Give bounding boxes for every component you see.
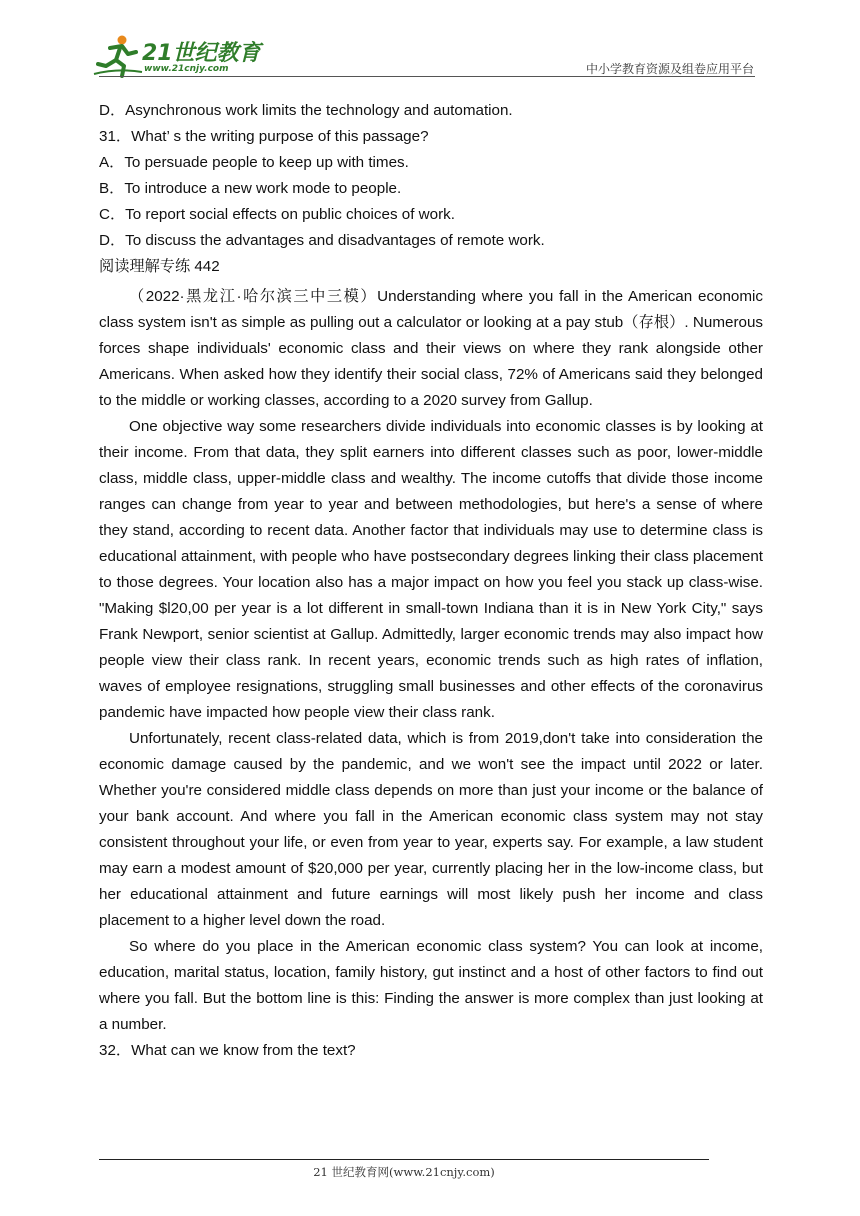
site-logo[interactable] — [92, 34, 262, 80]
q30-option-d: D．Asynchronous work limits the technology and automation. — [99, 102, 513, 119]
q32-question: 32．What can we know from the text? — [99, 1042, 356, 1059]
passage-paragraph-1: （2022·黑龙江·哈尔滨三中三模）Understanding where you fall in the American economic class system isn't as simple as pulling out a calculator or looking at a pay stub（存根）. Numerous forces shape individuals' economic class and their views on where they rank alongside other Americans. When asked how they identify their social class, 72% of Americans said they belonged to the middle or working classes, according to a 2020 survey from Gallup. — [99, 288, 763, 409]
document-body — [99, 98, 763, 1064]
q31-question: 31．What’ s the writing purpose of this passage? — [99, 128, 429, 145]
passage-paragraph-4: So where do you place in the American economic class system? You can look at income, education, marital status, location, family history, gut instinct and a host of other factors to find out where you fall. But the bottom line is this: Finding the answer is more complex than just looking at a number. — [99, 938, 763, 1033]
platform-name: 中小学教育资源及组卷应用平台 — [585, 62, 754, 76]
q31-option-b: B．To introduce a new work mode to people. — [99, 180, 402, 197]
page-header — [0, 0, 860, 90]
header-divider — [99, 76, 755, 77]
logo-brand-text: 21世纪教育 — [142, 41, 261, 66]
section-title: 阅读理解专练 442 — [99, 258, 220, 275]
q31-option-a: A．To persuade people to keep up with times. — [99, 154, 409, 171]
logo-url-text: www.21cnjy.com — [144, 64, 229, 74]
q31-option-c: C．To report social effects on public choices of work. — [99, 206, 455, 223]
page-footer: 21 世纪教育网(www.21cnjy.com) — [313, 1165, 495, 1179]
runner-logo-icon — [92, 34, 144, 78]
footer-divider — [99, 1159, 709, 1160]
passage-paragraph-3: Unfortunately, recent class-related data, which is from 2019,don't take into consideration the economic damage caused by the pandemic, and we won't see the impact until 2022 or later. Whether you're considered middle class depends on more than just your income or the balance of your bank account. And where you fall in the American economic class system may not stay consistent throughout your life, or even from year to year, experts say. For example, a law student may earn a modest amount of $20,000 per year, currently placing her in the low-income class, but her educational attainment and future earnings will most likely push her income and class placement to a higher level down the road. — [99, 730, 763, 929]
q31-option-d: D．To discuss the advantages and disadvantages of remote work. — [99, 232, 545, 249]
passage-paragraph-2: One objective way some researchers divide individuals into economic classes is by looking at their income. From that data, they split earners into different classes such as poor, lower-middle class, middle class, upper-middle class and wealthy. The income cutoffs that divide those income ranges can change from year to year and between methodologies, but here's a sense of where they stand, according to recent data. Another factor that individuals may use to determine class is educational attainment, with people who have postsecondary degrees linking their class placement to those degrees. Your location also has a major impact on how you feel you stack up class-wise. "Making $l20,00 per year is a lot different in small-town Indiana than it is in New York City," says Frank Newport, senior scientist at Gallup. Admittedly, larger economic trends may also impact how people view their class rank. In recent years, economic trends such as high rates of inflation, waves of employee resignations, struggling small businesses and other effects of the coronavirus pandemic have impacted how people view their class rank. — [99, 418, 763, 721]
